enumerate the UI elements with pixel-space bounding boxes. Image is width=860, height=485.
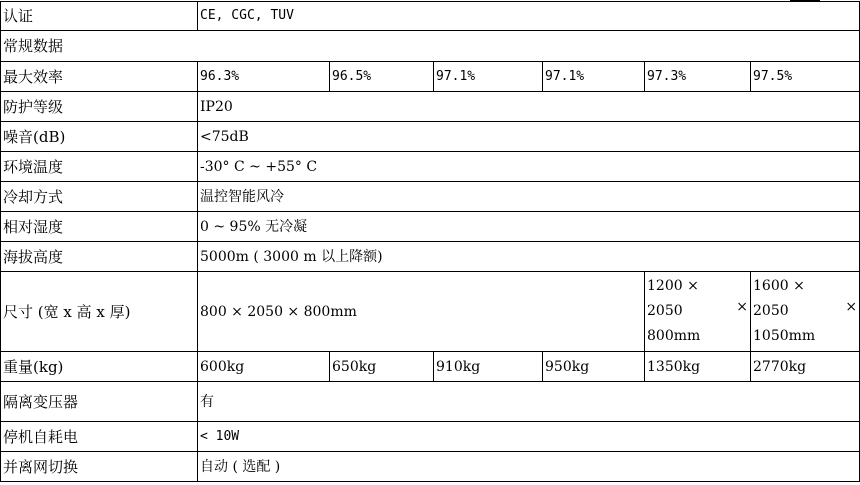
weight-label: 重量(kg) [1, 352, 198, 382]
weight-value-4: 950kg [543, 352, 645, 382]
efficiency-value-4: 97.1% [543, 62, 645, 92]
standby-label: 停机自耗电 [1, 422, 198, 452]
dimensions-label: 尺寸 (宽 x 高 x 厚) [1, 272, 198, 352]
dim5-line1: 1200 × [647, 278, 699, 294]
humidity-label: 相对湿度 [1, 212, 198, 242]
row-certification [1, 2, 860, 31]
row-cooling [1, 182, 860, 212]
efficiency-value-3: 97.1% [434, 62, 543, 92]
dim5-line3: 800mm [647, 328, 701, 344]
dim6-line3: 1050mm [753, 328, 816, 344]
efficiency-value-6: 97.5% [751, 62, 860, 92]
row-temperature [1, 152, 860, 182]
protection-value: IP20 [198, 92, 860, 122]
transformer-value: 有 [198, 382, 860, 422]
row-protection [1, 92, 860, 122]
weight-value-3: 910kg [434, 352, 543, 382]
altitude-value: 5000m ( 3000 m 以上降额) [198, 242, 860, 272]
efficiency-label: 最大效率 [1, 62, 198, 92]
dimensions-value-main: 800 × 2050 × 800mm [198, 272, 645, 352]
row-standby-consumption [1, 422, 860, 452]
row-grid-switching [1, 452, 860, 482]
spec-table [0, 1, 860, 482]
noise-label: 噪音(dB) [1, 122, 198, 152]
transformer-label: 隔离变压器 [1, 382, 198, 422]
efficiency-value-5: 97.3% [645, 62, 751, 92]
temperature-label: 环境温度 [1, 152, 198, 182]
weight-value-2: 650kg [330, 352, 434, 382]
protection-label: 防护等级 [1, 92, 198, 122]
efficiency-value-2: 96.5% [330, 62, 434, 92]
standby-value: < 10W [198, 422, 860, 452]
dim6-line1: 1600 × [753, 278, 805, 294]
general-data-heading: 常规数据 [1, 31, 860, 62]
row-general-data [1, 31, 860, 62]
altitude-label: 海拔高度 [1, 242, 198, 272]
row-transformer [1, 382, 860, 422]
noise-value: <75dB [198, 122, 860, 152]
row-max-efficiency [1, 62, 860, 92]
dim5-line2: 2050 [647, 303, 683, 319]
cooling-label: 冷却方式 [1, 182, 198, 212]
dim6-line2: 2050 [753, 303, 789, 319]
row-noise [1, 122, 860, 152]
temperature-value: -30° C ~ +55° C [198, 152, 860, 182]
row-humidity [1, 212, 860, 242]
switching-value: 自动 ( 选配 ) [198, 452, 860, 482]
efficiency-value-1: 96.3% [198, 62, 330, 92]
cert-label: 认证 [1, 2, 198, 31]
dimensions-value-5 [645, 272, 751, 352]
switching-label: 并离网切换 [1, 452, 198, 482]
dimensions-value-6 [751, 272, 860, 352]
row-dimensions [1, 272, 860, 352]
weight-value-1: 600kg [198, 352, 330, 382]
weight-value-5: 1350kg [645, 352, 751, 382]
weight-value-6: 2770kg [751, 352, 860, 382]
row-weight [1, 352, 860, 382]
row-altitude [1, 242, 860, 272]
humidity-value: 0 ~ 95% 无冷凝 [198, 212, 860, 242]
dim5-times: × [736, 299, 748, 315]
cooling-value: 温控智能风冷 [198, 182, 860, 212]
dim6-times: × [845, 299, 858, 315]
cert-value: CE, CGC, TUV [198, 2, 860, 31]
